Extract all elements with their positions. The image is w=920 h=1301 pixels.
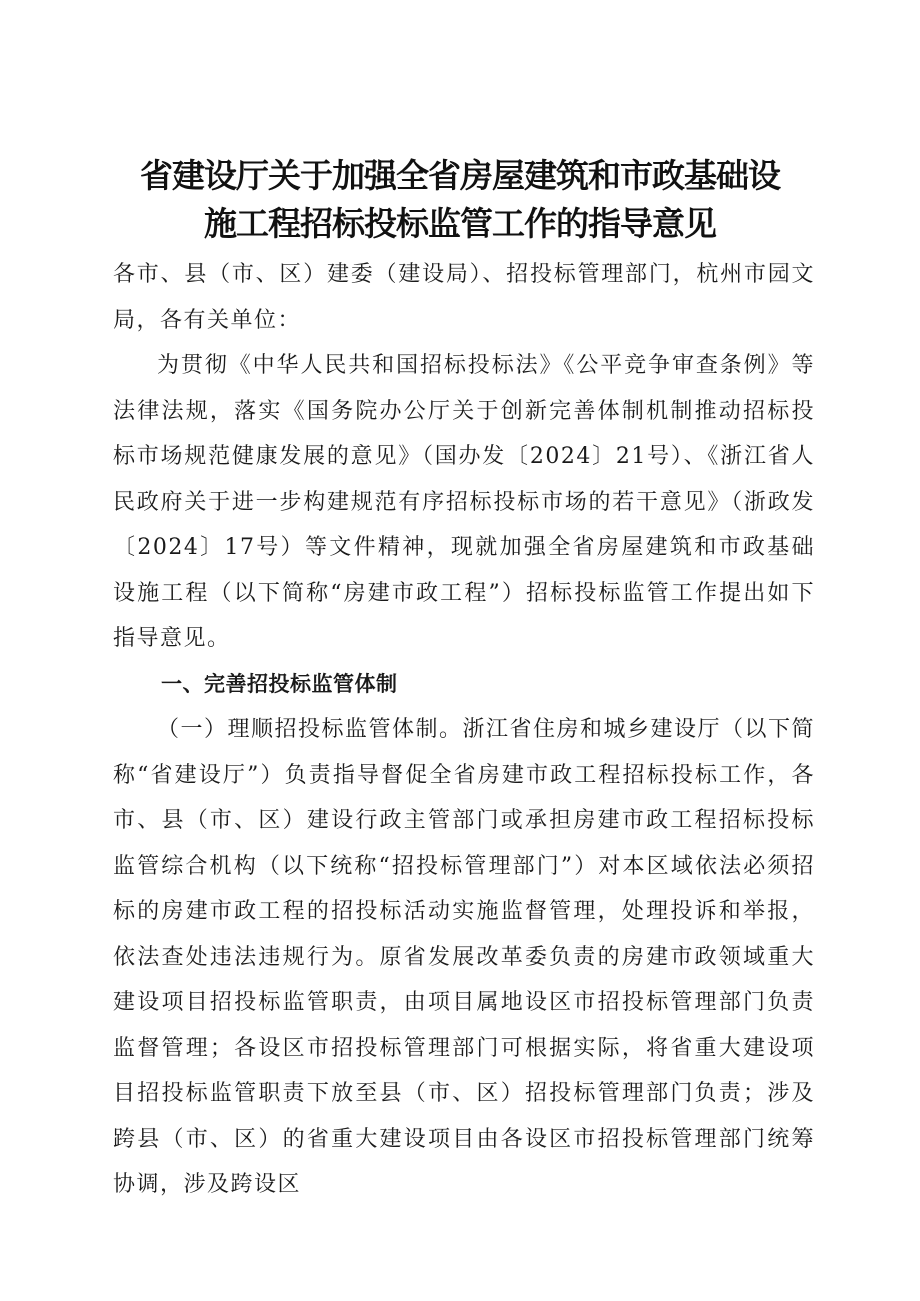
intro-paragraph: 为贯彻《中华人民共和国招标投标法》《公平竞争审查条例》等法律法规，落实《国务院办公厅关于创新完善体制机制推动招标投标市场规范健康发展的意见》（国办发〔2024〕21号）、《浙江省人民政府关于进一步构建规范有序招标投标市场的若干意见》（浙政发〔2024〕17号）等文件精神，现就加强全省房屋建筑和市政基础设施工程（以下简称“房建市政工程”）招标投标监管工作提出如下指导意见。	[113, 353, 815, 651]
document-body	[113, 252, 815, 1208]
section-1-heading: 一、完善招投标监管体制	[161, 671, 398, 696]
section-1-paragraph-1: （一）理顺招投标监管体制。浙江省住房和城乡建设厅（以下简称“省建设厅”）负责指导督促全省房建市政工程招标投标工作，各市、县（市、区）建设行政主管部门或承担房建市政工程招标投标监管综合机构（以下统称“招投标管理部门”）对本区域依法必须招标的房建市政工程的招投标活动实施监督管理，处理投诉和举报，依法查处违法违规行为。原省发展改革委负责的房建市政领域重大建设项目招投标监管职责，由项目属地设区市招投标管理部门负责监督管理；各设区市招投标管理部门可根据实际，将省重大建设项目招投标监管职责下放至县（市、区）招投标管理部门负责；涉及跨县（市、区）的省重大建设项目由各设区市招投标管理部门统筹协调，涉及跨设区	[113, 717, 816, 1197]
salutation: 各市、县（市、区）建委（建设局）、招投标管理部门，杭州市园文局，各有关单位：	[113, 262, 815, 333]
document-title-line-2: 施工程招标投标监管工作的指导意见	[204, 204, 716, 243]
document-title-line-1: 省建设厅关于加强全省房屋建筑和市政基础设	[140, 156, 780, 195]
